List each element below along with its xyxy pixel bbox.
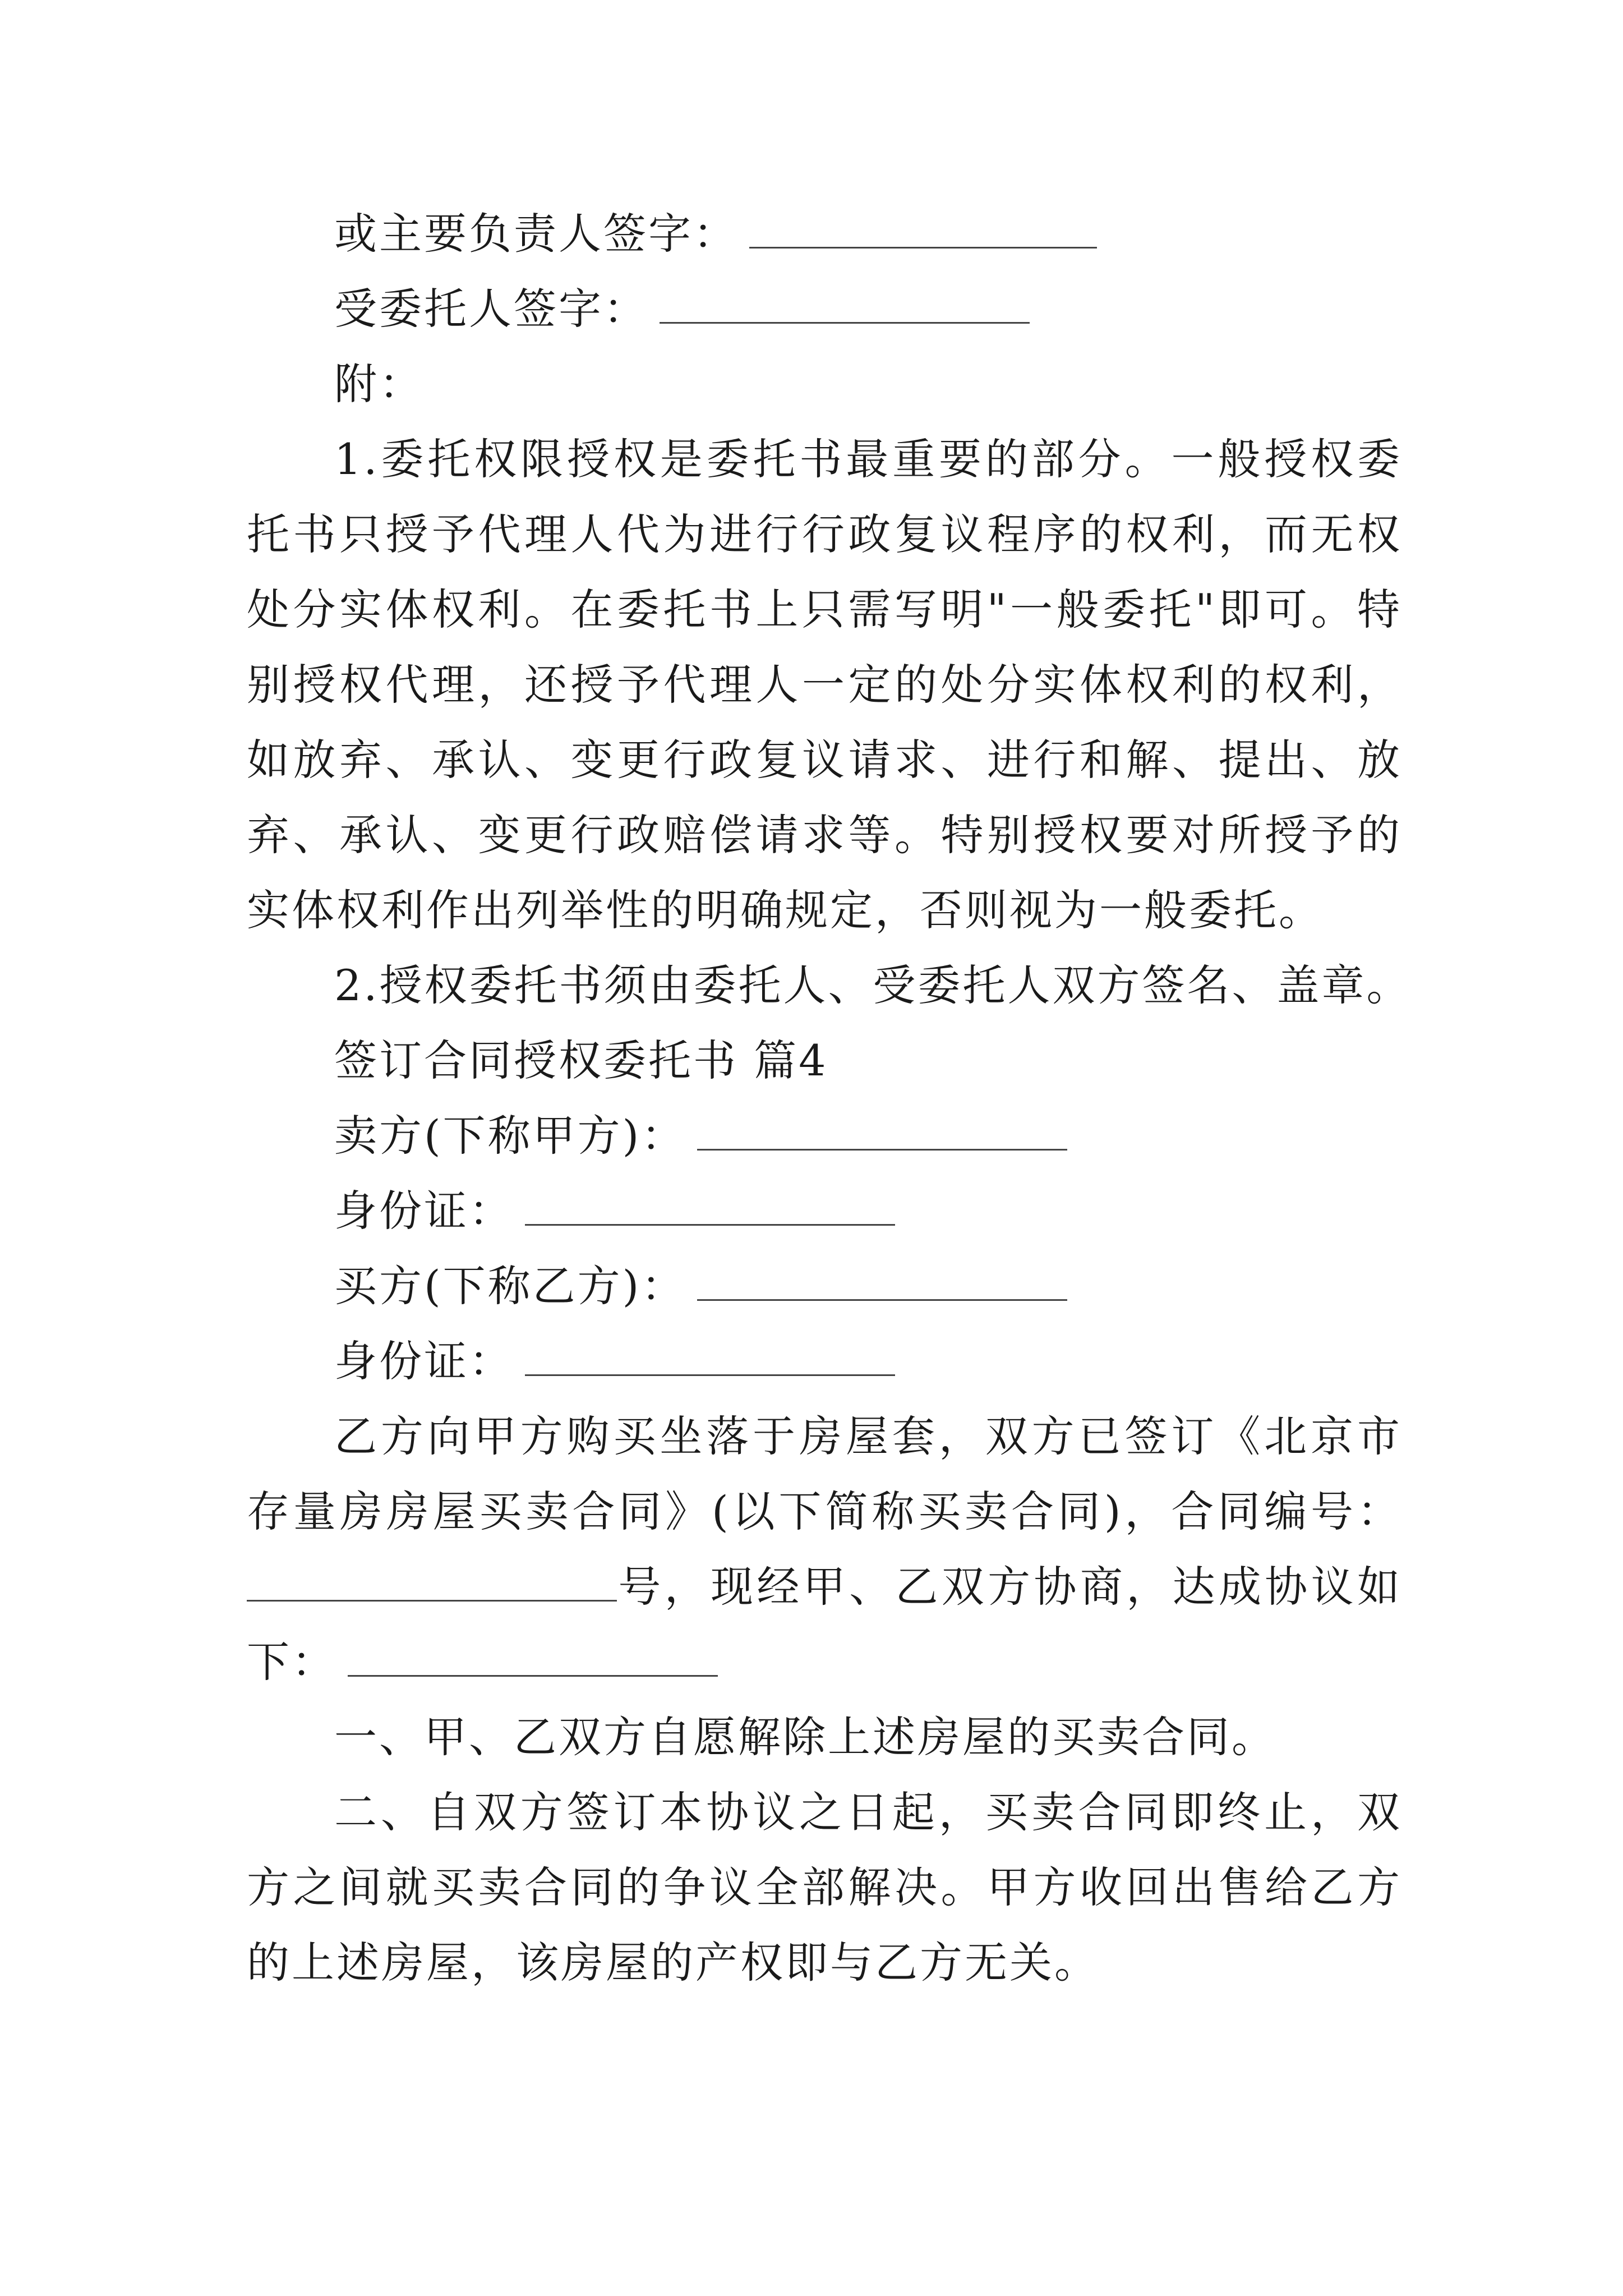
- clause-1-paragraph: 一、甲、乙双方自愿解除上述房屋的买卖合同。: [334, 1712, 1276, 1762]
- buyer-id-line: [247, 1324, 1402, 1399]
- clause-2-paragraph: 二、自双方签订本协议之日起，买卖合同即终止，双方之间就买卖合同的争议全部解决。甲方收回出售给乙方的上述房屋，该房屋的产权即与乙方无关。: [247, 1787, 1402, 1987]
- buyer-id-label: 身份证：: [334, 1336, 514, 1386]
- item-2-paragraph: 2.授权委托书须由委托人、受委托人双方签名、盖章。: [334, 960, 1412, 1010]
- principal-signature-line: [247, 196, 1402, 272]
- intro-text-part2: 号，现经甲、乙双方协商，达成协议如: [617, 1562, 1402, 1612]
- section-title: 签订合同授权委托书 篇4: [334, 1036, 828, 1085]
- seller-id-blank[interactable]: [525, 1190, 895, 1226]
- attachment-label: 附：: [334, 359, 424, 409]
- contract-number-blank[interactable]: [247, 1566, 617, 1602]
- item-1-paragraph: 1.委托权限授权是委托书最重要的部分。一般授权委托书只授予代理人代为进行行政复议程序的权利，而无权处分实体权利。在委托书上只需写明"一般委托"即可。特别授权代理，还授予代理人一定的处分实体权利的权利，如放弃、承认、变更行政复议请求、进行和解、提出、放弃、承认、变更行政赔偿请求等。特别授权要对所授予的实体权利作出列举性的明确规定，否则视为一般委托。: [247, 434, 1402, 935]
- buyer-id-blank[interactable]: [525, 1341, 895, 1376]
- seller-label: 卖方(下称甲方)：: [334, 1111, 686, 1161]
- intro-text-part3: 下：: [247, 1637, 336, 1687]
- intro-text-part1: 乙方向甲方购买坐落于房屋套，双方已签订《北京市存量房房屋买卖合同》(以下简称买卖合同)，合同编号：: [247, 1411, 1402, 1536]
- buyer-blank[interactable]: [697, 1266, 1067, 1301]
- intro-paragraph: [247, 1399, 1402, 1700]
- principal-signature-label: 或主要负责人签字：: [334, 209, 738, 259]
- seller-id-label: 身份证：: [334, 1186, 514, 1236]
- buyer-line: [247, 1249, 1402, 1324]
- seller-blank[interactable]: [697, 1115, 1067, 1151]
- agent-signature-line: [247, 272, 1402, 347]
- principal-signature-blank[interactable]: [749, 213, 1097, 249]
- intro-trailing-blank[interactable]: [348, 1641, 718, 1677]
- document-body: [247, 196, 1412, 2000]
- agent-signature-blank[interactable]: [660, 288, 1030, 324]
- agent-signature-label: 受委托人签字：: [334, 284, 648, 334]
- seller-id-line: [247, 1174, 1402, 1249]
- buyer-label: 买方(下称乙方)：: [334, 1261, 686, 1311]
- seller-line: [247, 1098, 1402, 1174]
